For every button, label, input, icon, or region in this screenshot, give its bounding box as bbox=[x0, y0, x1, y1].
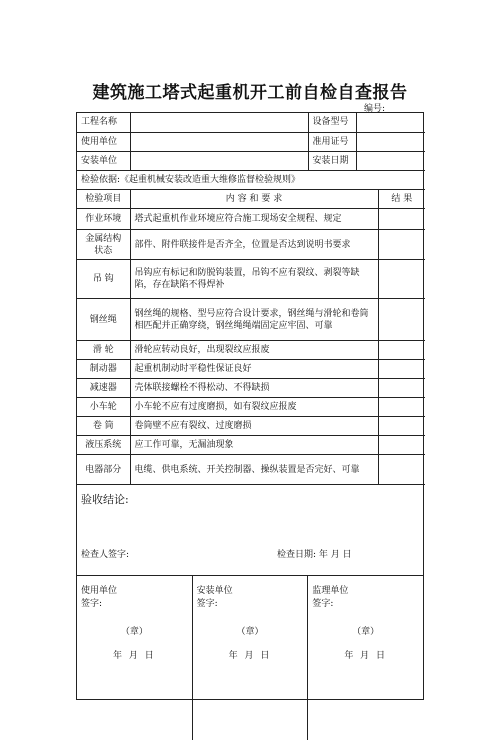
equipment-model-field[interactable] bbox=[356, 113, 425, 132]
row-content: 卷筒壁不应有裂纹、过度磨损 bbox=[130, 417, 378, 436]
unit-date: 年 月 日 bbox=[344, 651, 388, 661]
row-item: 液压系统 bbox=[77, 436, 130, 455]
row-item: 小车轮 bbox=[77, 398, 130, 417]
table-row bbox=[77, 398, 425, 417]
project-name-field[interactable] bbox=[130, 113, 308, 132]
unit-name: 监理单位 bbox=[312, 586, 349, 596]
table-row bbox=[77, 260, 425, 299]
row-item: 钢丝绳 bbox=[77, 299, 130, 341]
supervision-unit-signoff[interactable] bbox=[307, 576, 423, 740]
row-content: 壳体联接螺栓不得松动、不得缺损 bbox=[130, 379, 378, 398]
table-row bbox=[77, 209, 425, 230]
table-row bbox=[77, 436, 425, 455]
inspector-signoff bbox=[77, 543, 423, 575]
user-unit-label: 使用单位 bbox=[77, 132, 130, 151]
unit-sign-label: 签字: bbox=[81, 599, 103, 609]
table-row bbox=[77, 341, 425, 360]
unit-sign-label: 签字: bbox=[312, 599, 334, 609]
row-result-field[interactable] bbox=[378, 341, 425, 360]
report-title: 建筑施工塔式起重机开工前自检自查报告 bbox=[92, 83, 408, 103]
unit-seal: （章） bbox=[236, 627, 264, 637]
unit-seal: （章） bbox=[352, 627, 380, 637]
user-unit-signoff[interactable] bbox=[77, 576, 192, 740]
row-item: 卷 筒 bbox=[77, 417, 130, 436]
install-unit-label: 安装单位 bbox=[77, 151, 130, 170]
conclusion-section[interactable] bbox=[77, 485, 423, 543]
header-content: 内 容 和 要 求 bbox=[130, 190, 378, 209]
row-content: 塔式起重机作业环境应符合施工现场安全规程、规定 bbox=[130, 209, 378, 230]
inspection-table bbox=[77, 171, 425, 486]
row-item: 金属结构状态 bbox=[77, 230, 130, 260]
row-result-field[interactable] bbox=[378, 360, 425, 379]
row-result-field[interactable] bbox=[378, 260, 425, 299]
unit-date: 年 月 日 bbox=[112, 651, 156, 661]
unit-seal: （章） bbox=[120, 627, 148, 637]
table-row bbox=[77, 455, 425, 485]
serial-number-label: 编号: bbox=[364, 104, 386, 114]
row-item: 吊 钩 bbox=[77, 260, 130, 299]
table-row bbox=[77, 299, 425, 341]
unit-name: 安装单位 bbox=[196, 586, 233, 596]
row-result-field[interactable] bbox=[378, 455, 425, 485]
unit-name: 使用单位 bbox=[81, 586, 118, 596]
row-item: 作业环境 bbox=[77, 209, 130, 230]
unit-sign-label: 签字: bbox=[196, 599, 218, 609]
unit-signoff-section bbox=[77, 575, 423, 740]
row-item: 滑 轮 bbox=[77, 341, 130, 360]
row-item: 制动器 bbox=[77, 360, 130, 379]
install-date-field[interactable] bbox=[356, 151, 425, 170]
row-result-field[interactable] bbox=[378, 398, 425, 417]
row-result-field[interactable] bbox=[378, 230, 425, 260]
row-item: 电器部分 bbox=[77, 455, 130, 485]
row-content: 小车轮不应有过度磨损，如有裂纹应报废 bbox=[130, 398, 378, 417]
conclusion-label: 验收结论: bbox=[81, 493, 129, 506]
row-result-field[interactable] bbox=[378, 417, 425, 436]
table-row bbox=[77, 230, 425, 260]
row-content: 应工作可靠，无漏油现象 bbox=[130, 436, 378, 455]
user-unit-field[interactable] bbox=[130, 132, 308, 151]
info-table bbox=[77, 113, 425, 171]
row-result-field[interactable] bbox=[378, 299, 425, 341]
header-result: 结 果 bbox=[378, 190, 425, 209]
row-content: 吊钩应有标记和防脱钩装置，吊钩不应有裂纹、剥裂等缺陷，存在缺陷不得焊补 bbox=[130, 260, 378, 299]
row-content: 滑轮应转动良好，出现裂纹应报废 bbox=[130, 341, 378, 360]
inspection-date-label: 检查日期: 年 月 日 bbox=[277, 550, 352, 560]
row-content: 钢丝绳的规格、型号应符合设计要求，钢丝绳与滑轮和卷筒相匹配并正确穿绕，钢丝绳绳端固定应牢固、可靠 bbox=[130, 299, 378, 341]
row-content: 电缆、供电系统、开关控制器、操纵装置是否完好、可靠 bbox=[130, 455, 378, 485]
permit-number-field[interactable] bbox=[356, 132, 425, 151]
inspection-basis: 检验依据:《起重机械安装改造重大维修监督检验规则》 bbox=[77, 171, 425, 190]
table-row bbox=[77, 417, 425, 436]
header-item: 检验项目 bbox=[77, 190, 130, 209]
install-date-label: 安装日期 bbox=[308, 151, 356, 170]
row-result-field[interactable] bbox=[378, 209, 425, 230]
unit-date: 年 月 日 bbox=[228, 651, 272, 661]
row-item: 减速器 bbox=[77, 379, 130, 398]
row-content: 起重机制动时平稳性保证良好 bbox=[130, 360, 378, 379]
row-result-field[interactable] bbox=[378, 436, 425, 455]
install-unit-field[interactable] bbox=[130, 151, 308, 170]
report-form bbox=[76, 112, 424, 700]
row-result-field[interactable] bbox=[378, 379, 425, 398]
install-unit-signoff[interactable] bbox=[192, 576, 308, 740]
table-row bbox=[77, 379, 425, 398]
table-row bbox=[77, 360, 425, 379]
equipment-model-label: 设备型号 bbox=[308, 113, 356, 132]
permit-number-label: 准用证号 bbox=[308, 132, 356, 151]
inspector-signature-label: 检查人签字: bbox=[81, 550, 130, 560]
project-name-label: 工程名称 bbox=[77, 113, 130, 132]
row-content: 部件、附件联接件是否齐全，位置是否达到说明书要求 bbox=[130, 230, 378, 260]
